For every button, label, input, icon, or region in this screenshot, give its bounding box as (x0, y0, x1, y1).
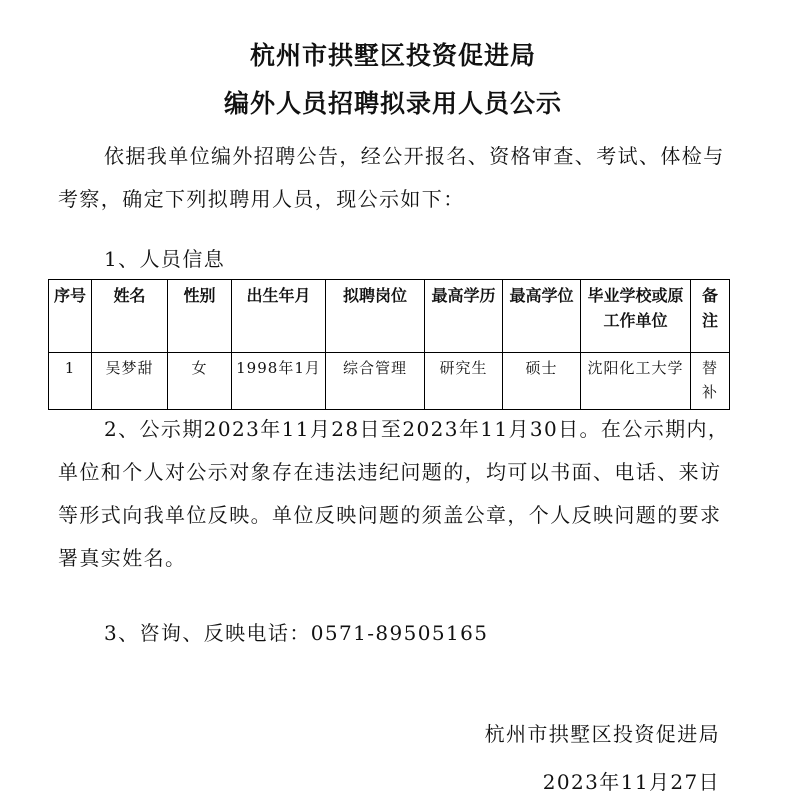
header-cell: 出生年月 (232, 280, 326, 353)
table-cell: 沈阳化工大学 (581, 353, 691, 410)
table-cell: 女 (168, 353, 232, 410)
table-header-row (49, 280, 730, 353)
header-cell: 姓名 (92, 280, 168, 353)
table-cell: 1998年1月 (232, 353, 326, 410)
header-cell: 最高学位 (503, 280, 581, 353)
table-cell: 综合管理 (326, 353, 425, 410)
table-cell: 吴梦甜 (92, 353, 168, 410)
section-2-paragraph: 2、公示期2023年11月28日至2023年11月30日。在公示期内，单位和个人对公示对象存在违法违纪问题的，均可以书面、电话、来访等形式向我单位反映。单位反映问题的须盖公章，个人反映问题的要求署真实姓名。 (58, 417, 730, 570)
section-3-contact: 3、咨询、反映电话：0571-89505165 (104, 621, 489, 645)
table-cell: 1 (49, 353, 92, 410)
signature-date: 2023年11月27日 (542, 770, 720, 794)
header-cell: 序号 (49, 280, 92, 353)
table-row (49, 353, 730, 410)
header-cell: 最高学历 (425, 280, 503, 353)
table-cell: 研究生 (425, 353, 503, 410)
personnel-info-table (48, 279, 730, 410)
table-cell: 替补 (691, 353, 730, 410)
signature-organization: 杭州市拱墅区投资促进局 (484, 722, 720, 746)
intro-paragraph: 依据我单位编外招聘公告，经公开报名、资格审查、考试、体检与考察，确定下列拟聘用人员，现公示如下： (58, 144, 725, 211)
document-title-line-1: 杭州市拱墅区投资促进局 (249, 41, 536, 70)
table-cell: 硕士 (503, 353, 581, 410)
document-title-line-2: 编外人员招聘拟录用人员公示 (223, 89, 562, 118)
section-1-heading: 1、人员信息 (104, 247, 226, 271)
header-cell: 毕业学校或原工作单位 (581, 280, 691, 353)
header-cell: 拟聘岗位 (326, 280, 425, 353)
header-cell: 备注 (691, 280, 730, 353)
header-cell: 性别 (168, 280, 232, 353)
